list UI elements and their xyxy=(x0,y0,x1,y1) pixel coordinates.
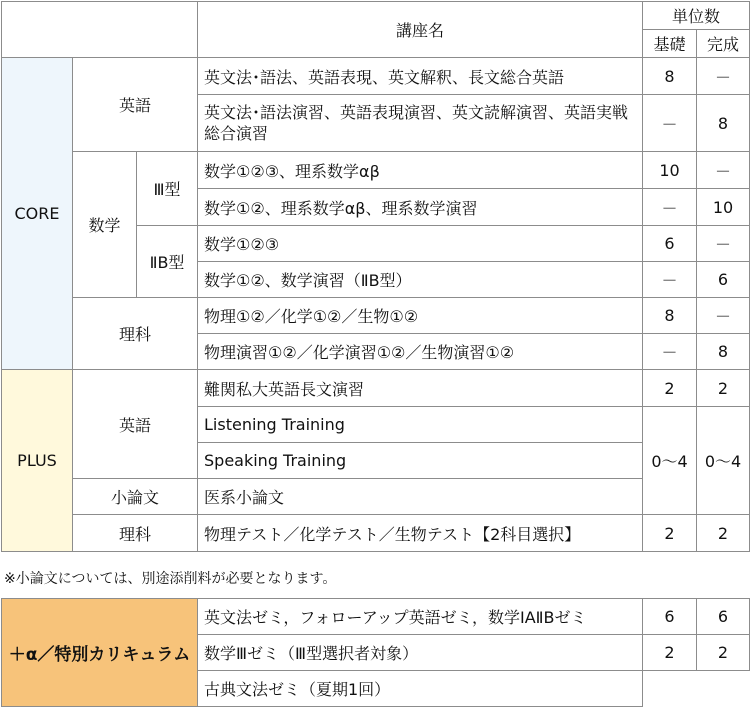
subject-math: 数学 xyxy=(73,152,137,298)
basic-units-cell: 8 xyxy=(643,58,697,95)
section-label-alpha: ＋α／特別カリキュラム xyxy=(2,599,198,707)
basic-units-cell: 2 xyxy=(643,515,697,552)
course-cell: 数学①②③ xyxy=(198,226,643,262)
footnote: ※小論文については、別途添削料が必要となります。 xyxy=(4,571,337,587)
basic-units-cell: 8 xyxy=(643,298,697,334)
complete-units-cell: － xyxy=(697,152,750,189)
basic-units-cell: － xyxy=(643,334,697,370)
course-cell: 医系小論文 xyxy=(198,479,643,515)
empty-cell xyxy=(643,671,697,707)
basic-units-cell: 6 xyxy=(643,226,697,262)
course-cell: Listening Training xyxy=(198,407,643,443)
course-cell: Speaking Training xyxy=(198,443,643,479)
complete-units-cell: 2 xyxy=(697,370,750,407)
complete-units-cell: 8 xyxy=(697,334,750,370)
course-cell: 物理①②／化学①②／生物①② xyxy=(198,298,643,334)
basic-units-cell: 6 xyxy=(643,599,697,635)
course-cell: 英文法･語法演習、英語表現演習、英文読解演習、英語実戦総合演習 xyxy=(198,95,643,152)
subject-science: 理科 xyxy=(73,298,198,370)
course-cell: 古典文法ゼミ（夏期1回） xyxy=(198,671,643,707)
basic-units-cell: － xyxy=(643,262,697,298)
header-complete: 完成 xyxy=(697,30,750,58)
complete-units-cell: － xyxy=(697,58,750,95)
basic-units-cell: 2 xyxy=(643,370,697,407)
subject-english: 英語 xyxy=(73,370,198,479)
basic-units-cell: 10 xyxy=(643,152,697,189)
header-basic: 基礎 xyxy=(643,30,697,58)
complete-units-cell: － xyxy=(697,226,750,262)
course-cell: 英文法･語法、英語表現、英文解釈、長文総合英語 xyxy=(198,58,643,95)
complete-units-range: 0～4 xyxy=(697,407,750,515)
math-type-2b: ⅡB型 xyxy=(137,226,198,298)
course-cell: 物理テスト／化学テスト／生物テスト【2科目選択】 xyxy=(198,515,643,552)
course-table xyxy=(1,1,750,552)
course-cell: 数学①②③、理系数学αβ xyxy=(198,152,643,189)
section-label-plus: PLUS xyxy=(2,370,73,552)
basic-units-cell: 2 xyxy=(643,635,697,671)
header-course-name: 講座名 xyxy=(198,2,643,58)
subject-english: 英語 xyxy=(73,58,198,152)
course-cell: 数学Ⅲゼミ（Ⅲ型選択者対象） xyxy=(198,635,643,671)
subject-essay: 小論文 xyxy=(73,479,198,515)
complete-units-cell: 8 xyxy=(697,95,750,152)
complete-units-cell: 6 xyxy=(697,599,750,635)
math-type-3: Ⅲ型 xyxy=(137,152,198,226)
basic-units-cell: － xyxy=(643,189,697,226)
basic-units-range: 0～4 xyxy=(643,407,697,515)
alpha-table xyxy=(1,598,750,707)
complete-units-cell: 6 xyxy=(697,262,750,298)
subject-science: 理科 xyxy=(73,515,198,552)
header-units: 単位数 xyxy=(643,2,750,30)
course-cell: 英文法ゼミ，フォローアップ英語ゼミ，数学IAⅡBゼミ xyxy=(198,599,643,635)
course-cell: 物理演習①②／化学演習①②／生物演習①② xyxy=(198,334,643,370)
complete-units-cell: 10 xyxy=(697,189,750,226)
header-blank-cell xyxy=(2,2,198,58)
course-cell: 数学①②、数学演習（ⅡB型） xyxy=(198,262,643,298)
course-cell: 数学①②、理系数学αβ、理系数学演習 xyxy=(198,189,643,226)
basic-units-cell: － xyxy=(643,95,697,152)
section-label-core: CORE xyxy=(2,58,73,370)
course-cell: 難関私大英語長文演習 xyxy=(198,370,643,407)
complete-units-cell: 2 xyxy=(697,635,750,671)
complete-units-cell: 2 xyxy=(697,515,750,552)
empty-cell xyxy=(697,671,750,707)
complete-units-cell: － xyxy=(697,298,750,334)
